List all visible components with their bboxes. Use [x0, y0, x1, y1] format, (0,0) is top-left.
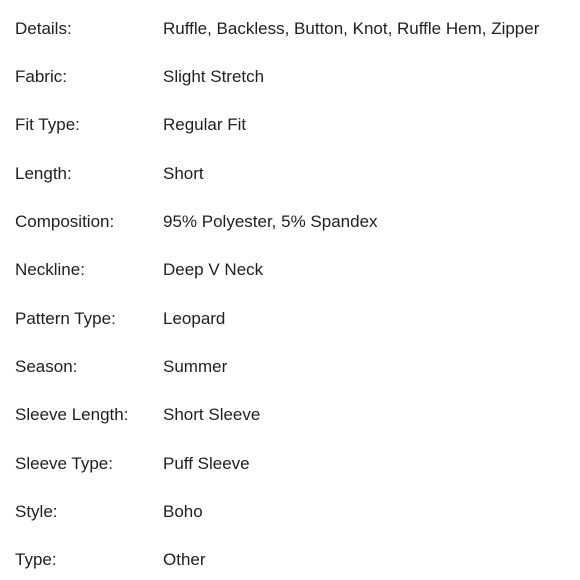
spec-label: Composition:: [15, 212, 115, 231]
spec-value: Deep V Neck: [163, 260, 264, 279]
spec-label: Length:: [15, 164, 72, 183]
spec-row-sleeve-length: [0, 400, 580, 430]
spec-row-pattern-type: [0, 304, 580, 334]
spec-value: Puff Sleeve: [163, 454, 250, 473]
spec-label: Fit Type:: [15, 115, 80, 134]
spec-value: 95% Polyester, 5% Spandex: [163, 212, 378, 231]
spec-value: Short Sleeve: [163, 405, 261, 424]
spec-row-fabric: [0, 62, 580, 92]
spec-row-style: [0, 497, 580, 527]
spec-value: Other: [163, 550, 206, 569]
spec-value: Boho: [163, 502, 203, 521]
spec-value: Regular Fit: [163, 115, 247, 134]
spec-label: Season:: [15, 357, 78, 376]
spec-label: Details:: [15, 19, 72, 38]
spec-row-sleeve-type: [0, 449, 580, 479]
spec-row-neckline: [0, 255, 580, 285]
spec-row-composition: [0, 207, 580, 237]
spec-label: Neckline:: [15, 260, 85, 279]
spec-row-details: [0, 14, 580, 44]
spec-label: Sleeve Length:: [15, 405, 129, 424]
spec-label: Sleeve Type:: [15, 454, 113, 473]
spec-row-type: [0, 545, 580, 575]
spec-value: Leopard: [163, 309, 226, 328]
spec-value: Ruffle, Backless, Button, Knot, Ruffle Hem, Zipper: [163, 19, 540, 38]
spec-value: Short: [163, 164, 204, 183]
spec-row-season: [0, 352, 580, 382]
spec-label: Type:: [15, 550, 57, 569]
spec-row-length: [0, 159, 580, 189]
spec-label: Style:: [15, 502, 58, 521]
spec-value: Summer: [163, 357, 228, 376]
spec-label: Fabric:: [15, 67, 67, 86]
spec-row-fit-type: [0, 110, 580, 140]
spec-value: Slight Stretch: [163, 67, 265, 86]
spec-label: Pattern Type:: [15, 309, 116, 328]
